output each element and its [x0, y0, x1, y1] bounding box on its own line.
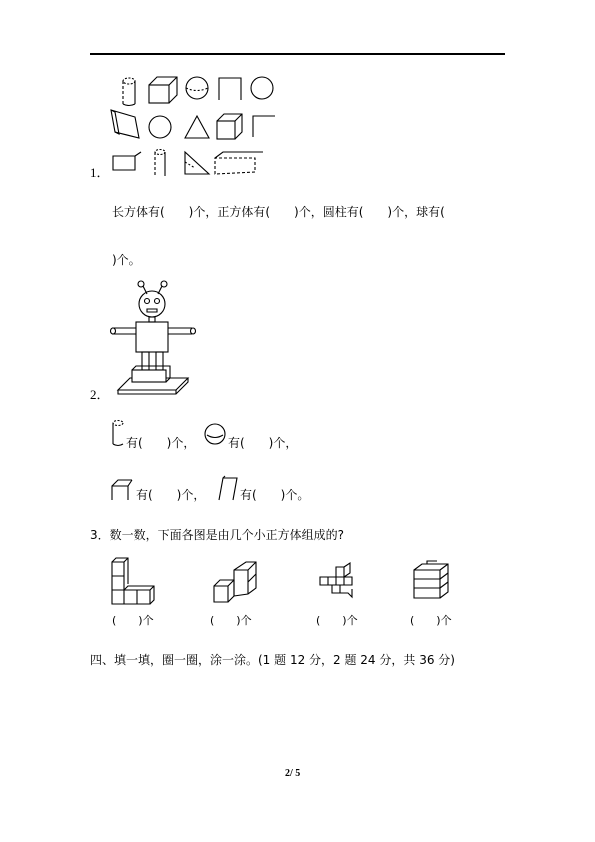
q2-row2-answer-b: 有( )个。 — [240, 488, 310, 502]
header-rule — [90, 53, 505, 55]
cylinder-shape-1 — [123, 78, 135, 106]
sphere-shape-2 — [251, 77, 273, 99]
q2-row1-answer-b: 有( )个， — [228, 436, 298, 450]
q2-number: 2． — [90, 387, 110, 402]
cylinder-icon — [110, 420, 126, 446]
cube-figure-4 — [410, 560, 450, 600]
section4-heading: 四、填一填，圈一圈，涂一涂。(1 题 12 分，2 题 24 分，共 36 分) — [90, 653, 455, 667]
cube-shape-2 — [217, 114, 242, 139]
q2-row2-answer-a: 有( )个， — [136, 488, 206, 502]
q1-number: 1． — [90, 165, 110, 180]
corner-shape — [253, 116, 275, 137]
q2-row1-answer-a: 有( )个， — [126, 436, 196, 450]
cube-shape-1 — [149, 77, 177, 103]
cube-figure-1 — [110, 556, 160, 606]
cube-figure-3 — [318, 563, 360, 601]
cylinder-shape-3 — [155, 150, 165, 177]
cuboid-shape-3 — [215, 152, 263, 174]
q3-answer-3: ( )个 — [316, 614, 358, 627]
sphere-shape-3 — [149, 116, 171, 138]
q3-title: 3．数一数，下面各图是由几个小正方体组成的? — [90, 528, 345, 542]
q1-question-line1: 长方体有( )个，正方体有( )个，圆柱有( )个，球有( — [112, 205, 445, 219]
q2-robot-figure — [110, 280, 195, 400]
q3-answer-2: ( )个 — [210, 614, 252, 627]
cube-figure-2 — [212, 560, 258, 604]
cube-icon — [215, 476, 241, 502]
cuboid-shape-2 — [113, 152, 141, 170]
cuboid-icon — [110, 478, 136, 502]
sphere-icon — [203, 423, 227, 447]
cuboid-shape-1 — [111, 110, 139, 138]
q3-answer-1: ( )个 — [112, 614, 154, 627]
sphere-shape-1 — [186, 77, 208, 99]
q3-answer-4: ( )个 — [410, 614, 452, 627]
triangle-shape-2 — [185, 152, 209, 174]
cylinder-shape-2 — [219, 78, 241, 100]
q1-question-line2: )个。 — [112, 253, 141, 267]
triangle-shape — [185, 116, 209, 138]
q1-shapes-figure — [105, 72, 275, 182]
page-number: 2/ 5 — [285, 768, 301, 779]
